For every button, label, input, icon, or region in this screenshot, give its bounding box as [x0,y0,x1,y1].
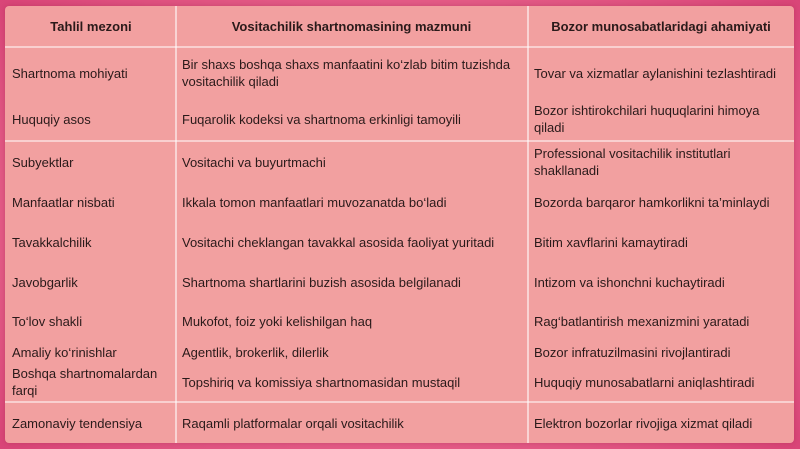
table-cell: Shartnoma shartlarini buzish asosida belgilanadi [182,274,461,290]
table-cell: Ikkala tomon manfaatlari muvozanatda bo‘ladi [182,194,447,210]
table-row [5,340,794,364]
table-cell: Huquqiy asos [12,111,91,127]
table-cell: Huquqiy munosabatlarni aniqlashtiradi [534,374,755,390]
table-cell: Bir shaxs boshqa shaxs manfaatini ko‘zlab bitim tuzishda vositachilik qiladi [182,57,511,89]
table-row [5,222,794,262]
table-cell: Raqamli platformalar orqali vositachilik [182,415,404,431]
table-header-row [5,6,794,46]
table-row [5,48,794,98]
table-cell: Bozor infratuzilmasini rivojlantiradi [534,344,731,360]
table-cell: Subyektlar [12,154,74,170]
table-cell: Manfaatlar nisbati [12,194,115,210]
table-cell: Vositachi cheklangan tavakkal asosida faoliyat yuritadi [182,234,495,250]
table-cell: Bitim xavflarini kamaytiradi [534,234,688,250]
table-cell: Zamonaviy tendensiya [12,415,143,431]
table-cell: Bozorda barqaror hamkorlikni ta’minlaydi [534,194,770,210]
table-cell: Agentlik, brokerlik, dilerlik [182,344,329,360]
table-cell: Tavakkalchilik [12,234,92,250]
table-cell: Topshiriq va komissiya shartnomasidan mustaqil [182,374,461,390]
table-cell: Fuqarolik kodeksi va shartnoma erkinligi tamoyili [182,111,461,127]
table-cell: Javobgarlik [12,274,78,290]
table-cell: Boshqa shartnomalardan farqi [12,366,158,398]
table-row [5,364,794,400]
table-cell: Vositachi va buyurtmachi [182,154,326,170]
table-cell: To‘lov shakli [12,313,83,329]
table-cell: Intizom va ishonchni kuchaytiradi [534,274,725,290]
table-row [5,302,794,340]
table-cell: Bozor ishtirokchilari huquqlarini himoya qiladi [534,103,760,135]
table-row [5,262,794,302]
table-cell: Shartnoma mohiyati [12,65,128,81]
table-row [5,98,794,140]
table-row [5,142,794,182]
table-cell: Mukofot, foiz yoki kelishilgan haq [182,313,373,329]
header-cell: Tahlil mezoni [50,18,132,34]
header-cell: Vositachilik shartnomasining mazmuni [231,18,472,34]
table-row [5,403,794,443]
table-row [5,182,794,222]
table-cell: Professional vositachilik institutlari shakllanadi [534,146,731,178]
table-cell: Rag‘batlantirish mexanizmini yaratadi [534,313,750,329]
comparison-table [5,6,794,443]
header-cell: Bozor munosabatlaridagi ahamiyati [551,18,771,34]
table-cell: Elektron bozorlar rivojiga xizmat qiladi [534,415,753,431]
table-cell: Tovar va xizmatlar aylanishini tezlashtiradi [534,65,777,81]
table-cell: Amaliy ko‘rinishlar [12,344,117,360]
